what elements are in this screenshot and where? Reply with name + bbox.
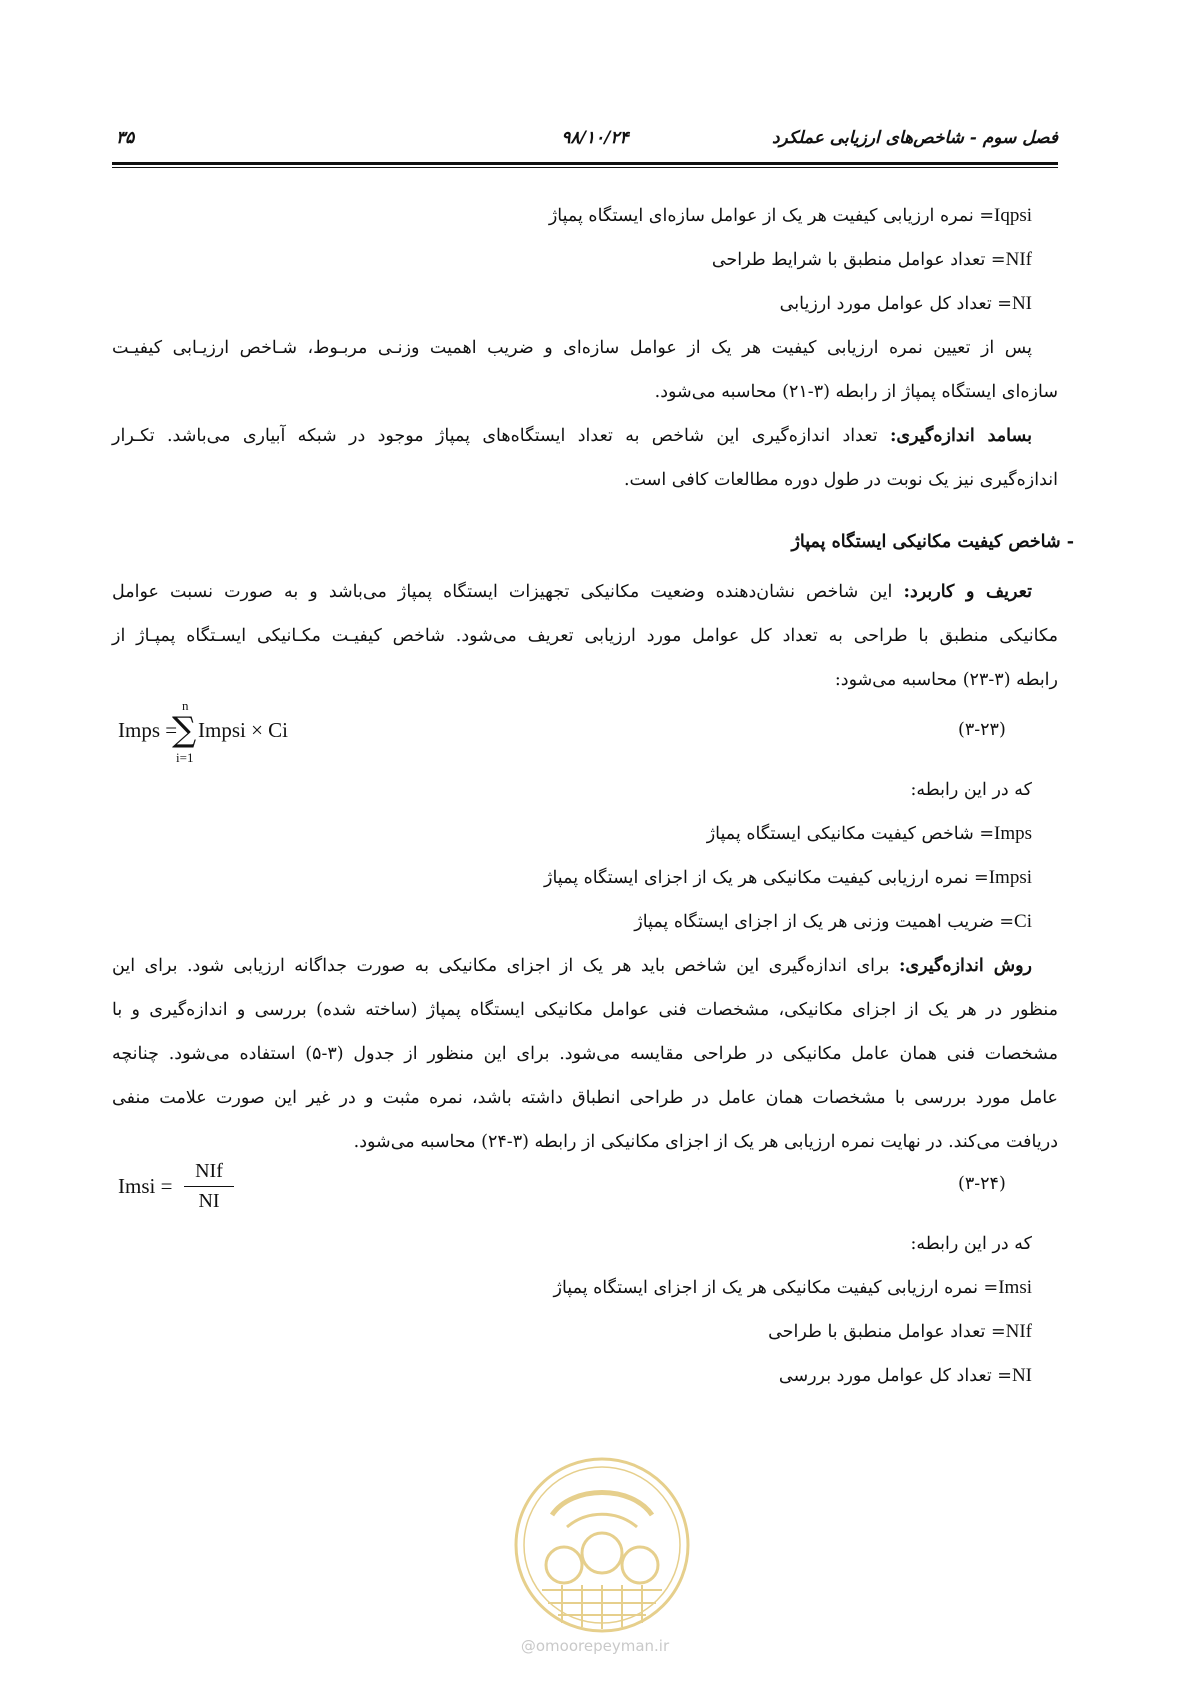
definition-item: NIf= تعداد عوامل منطبق با طراحی	[768, 1321, 1032, 1342]
header-rule-thin	[112, 167, 1058, 168]
where-label: که در این رابطه:	[910, 1234, 1032, 1254]
equation-number: (۳-۲۴)	[958, 1174, 1006, 1194]
paragraph-line: تعریف و کاربرد: این شاخص نشان‌دهنده وضعیت مکانیکی تجهیزات ایستگاه پمپاژ می‌باشد و به صورت نسبت عوامل	[112, 582, 1032, 602]
section-heading: - شاخص کیفیت مکانیکی ایستگاه پمپاژ	[791, 532, 1074, 552]
definition-item: Ci= ضریب اهمیت وزنی هر یک از اجزای ایستگاه پمپاژ	[634, 911, 1032, 932]
definition-item: NI= تعداد کل عوامل مورد ارزیابی	[779, 293, 1032, 314]
paragraph-line: رابطه (۳-۲۳) محاسبه می‌شود:	[834, 670, 1058, 690]
definition-item: NI= تعداد کل عوامل مورد بررسی	[778, 1365, 1032, 1386]
paragraph-line: منظور در هر یک از اجزای مکانیکی، مشخصات فنی عوامل مکانیکی ایستگاه پمپاژ (ساخته شده) بررسی و اندازه‌گیری و با	[112, 1000, 1058, 1020]
eq-denominator: NI	[198, 1190, 220, 1212]
chapter-title: فصل سوم - شاخص‌های ارزیابی عملکرد	[771, 128, 1058, 148]
definition-item: Iqpsi= نمره ارزیابی کیفیت هر یک از عوامل سازه‌ای ایستگاه پمپاژ	[548, 205, 1032, 226]
definition-item: Imsi= نمره ارزیابی کیفیت مکانیکی هر یک از اجزای ایستگاه پمپاژ	[553, 1277, 1032, 1298]
paragraph-line: بسامد اندازه‌گیری: تعداد اندازه‌گیری این شاخص به تعداد ایستگاه‌های پمپاژ موجود در شبکه آبیاری می‌باشد. تکـرار	[112, 426, 1032, 446]
bold-term: بسامد اندازه‌گیری:	[889, 426, 1032, 446]
sigma-symbol: ∑	[172, 710, 197, 750]
where-label: که در این رابطه:	[910, 780, 1032, 800]
definition-item: NIf= تعداد عوامل منطبق با شرایط طراحی	[711, 249, 1032, 270]
eq-lower-limit: i=1	[176, 750, 194, 765]
seal-icon	[512, 1455, 692, 1635]
fraction-bar	[184, 1186, 234, 1187]
header-rule-thick	[112, 162, 1058, 165]
definition-item: Imps= شاخص کیفیت مکانیکی ایستگاه پمپاژ	[706, 823, 1032, 844]
header-date: ۹۸/۱۰/۲۴	[561, 128, 629, 148]
paragraph-line: پس از تعیین نمره ارزیابی کیفیت هر یک از عوامل سازه‌ای و ضریب اهمیت وزنـی مربـوط، شـاخص ارزیـابی کیفیـت	[112, 338, 1032, 358]
bold-term: تعریف و کاربرد:	[903, 582, 1032, 602]
paragraph-line: اندازه‌گیری نیز یک نوبت در طول دوره مطالعات کافی است.	[623, 470, 1058, 490]
eq-lhs: Imps =	[118, 718, 178, 742]
eq-numerator: NIf	[195, 1160, 223, 1182]
paragraph-line: روش اندازه‌گیری: برای اندازه‌گیری این شاخص باید هر یک از اجزای مکانیکی به صورت جداگانه ارزیابی شود. برای این	[112, 956, 1033, 976]
paragraph-line: عامل مورد بررسی با مشخصات همان عامل در طراحی انطباق داشته باشد، نمره مثبت و در غیر این صورت علامت منفی	[112, 1088, 1058, 1108]
eq-upper-limit: n	[182, 698, 189, 713]
bold-term: روش اندازه‌گیری:	[898, 956, 1033, 976]
paragraph-line: مکانیکی منطبق با طراحی به تعداد کل عوامل مورد ارزیابی تعریف می‌شود. شاخص کیفیـت مکـانیکی ایسـتگاه پمپـاژ از	[112, 626, 1058, 646]
paragraph-line: دریافت می‌کند. در نهایت نمره ارزیابی هر یک از اجزای مکانیکی از رابطه (۳-۲۴) محاسبه می‌شود.	[353, 1132, 1058, 1152]
watermark-url: @omoorepeyman.ir	[520, 1637, 670, 1655]
page-number: ۳۵	[116, 128, 135, 148]
definition-item: Impsi= نمره ارزیابی کیفیت مکانیکی هر یک از اجزای ایستگاه پمپاژ	[544, 867, 1032, 888]
eq-rhs: Impsi × Ci	[198, 718, 289, 742]
equation-number: (۳-۲۳)	[958, 720, 1006, 740]
paragraph-line: سازه‌ای ایستگاه پمپاژ از رابطه (۳-۲۱) محاسبه می‌شود.	[654, 382, 1058, 402]
paragraph-line: مشخصات فنی همان عامل مکانیکی در طراحی مقایسه می‌شود. برای این منظور از جدول (۳-۵) استفاده می‌شود. چنانچه	[112, 1044, 1058, 1064]
eq-lhs: Imsi =	[118, 1174, 173, 1198]
